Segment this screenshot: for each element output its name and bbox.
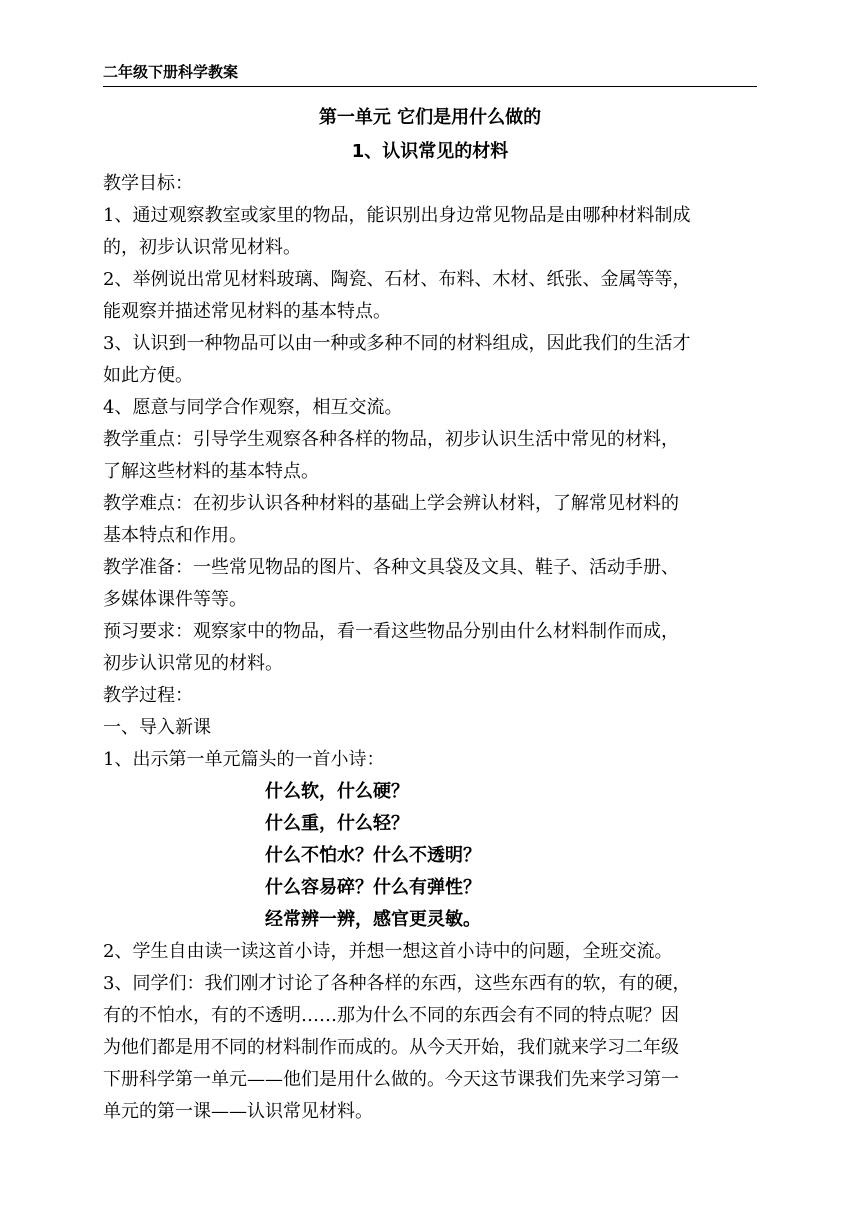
body-line: 单元的第一课——认识常见材料。 xyxy=(103,1101,373,1122)
body-line: 基本特点和作用。 xyxy=(103,525,247,546)
body-line: 为他们都是用不同的材料制作而成的。从今天开始，我们就来学习二年级 xyxy=(103,1037,679,1058)
body-line: 3、认识到一种物品可以由一种或多种不同的材料组成，因此我们的生活才 xyxy=(103,333,691,354)
body-line: 能观察并描述常见材料的基本特点。 xyxy=(103,301,391,322)
poem-line: 什么不怕水？什么不透明？ xyxy=(265,845,481,866)
unit-title: 第一单元 它们是用什么做的 xyxy=(318,107,542,128)
body-line: 多媒体课件等等。 xyxy=(103,589,247,610)
poem-line: 什么容易碎？什么有弹性？ xyxy=(265,877,481,898)
poem-line: 经常辨一辨，感官更灵敏。 xyxy=(265,909,481,930)
body-line: 有的不怕水，有的不透明……那为什么不同的东西会有不同的特点呢？因 xyxy=(103,1005,679,1026)
body-line: 教学难点：在初步认识各种材料的基础上学会辨认材料，了解常见材料的 xyxy=(103,493,679,514)
body-line: 一、导入新课 xyxy=(103,717,211,738)
body-line: 的，初步认识常见材料。 xyxy=(103,237,301,258)
lesson-title: 1、认识常见的材料 xyxy=(351,141,509,162)
body-line: 如此方便。 xyxy=(103,365,193,386)
body-line: 教学准备：一些常见物品的图片、各种文具袋及文具、鞋子、活动手册、 xyxy=(103,557,679,578)
body-line: 1、出示第一单元篇头的一首小诗： xyxy=(103,749,385,770)
body-line: 4、愿意与同学合作观察，相互交流。 xyxy=(103,397,403,418)
body-line: 1、通过观察教室或家里的物品，能识别出身边常见物品是由哪种材料制成 xyxy=(103,205,691,226)
body-line: 2、学生自由读一读这首小诗，并想一想这首小诗中的问题，全班交流。 xyxy=(103,941,673,962)
body-line: 下册科学第一单元——他们是用什么做的。今天这节课我们先来学习第一 xyxy=(103,1069,679,1090)
poem-line: 什么重，什么轻？ xyxy=(265,813,409,834)
header-title: 二年级下册科学教案 xyxy=(103,63,239,81)
body-line: 教学重点：引导学生观察各种各样的物品，初步认识生活中常见的材料， xyxy=(103,429,679,450)
poem-line: 什么软，什么硬？ xyxy=(265,781,409,802)
body-line: 初步认识常见的材料。 xyxy=(103,653,283,674)
body-line: 3、同学们：我们刚才讨论了各种各样的东西，这些东西有的软，有的硬， xyxy=(103,973,691,994)
body-line: 了解这些材料的基本特点。 xyxy=(103,461,319,482)
body-line: 教学目标： xyxy=(103,173,193,194)
body-line: 2、举例说出常见材料玻璃、陶瓷、石材、布料、木材、纸张、金属等等， xyxy=(103,269,691,290)
body-line: 教学过程： xyxy=(103,685,193,706)
page-header xyxy=(103,62,757,87)
body-line: 预习要求：观察家中的物品，看一看这些物品分别由什么材料制作而成， xyxy=(103,621,679,642)
